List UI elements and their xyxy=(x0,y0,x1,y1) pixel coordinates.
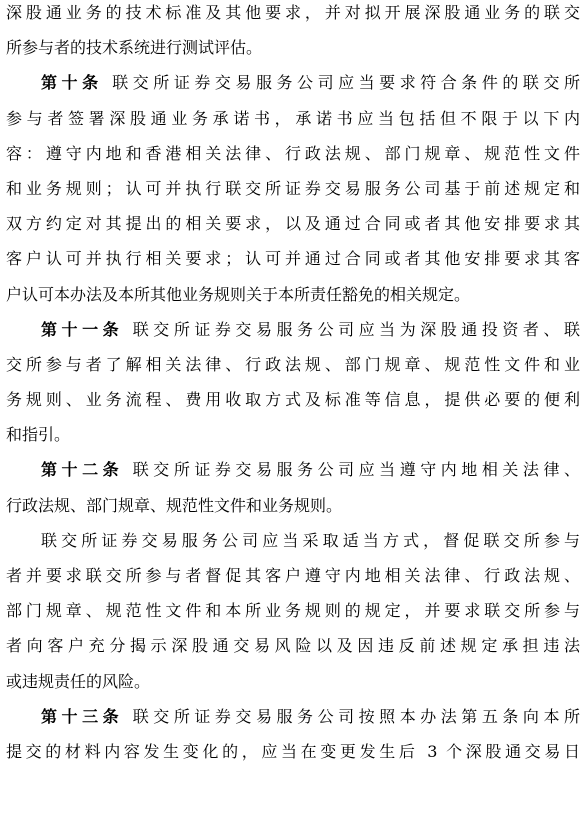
text-line: 容：遵守内地和香港相关法律、行政法规、部门规章、规范性文件 xyxy=(6,143,580,163)
article-12 xyxy=(6,457,580,527)
article-text: 联交所证券交易服务公司按照本办法第五条向本所 xyxy=(123,706,580,726)
text-line: 客户认可并执行相关要求；认可并通过合同或者其他安排要求其客 xyxy=(6,249,580,269)
paragraph-continuation xyxy=(6,0,580,70)
text-line xyxy=(6,317,580,352)
text-line xyxy=(6,70,580,105)
article-number: 第十一条 xyxy=(41,319,124,339)
article-text: 联交所证券交易服务公司应当为深股通投资者、联 xyxy=(123,319,580,339)
article-11 xyxy=(6,317,580,458)
article-number: 第十三条 xyxy=(41,706,124,726)
article-number: 第十条 xyxy=(41,73,103,93)
text-line: 双方约定对其提出的相关要求，以及通过合同或者其他安排要求其 xyxy=(6,214,580,234)
text-line: 部门规章、规范性文件和本所业务规则的规定，并要求联交所参与 xyxy=(6,601,580,621)
article-number: 第十二条 xyxy=(41,460,124,480)
text-line: 户认可本办法及本所其他业务规则关于本所责任豁免的相关规定。 xyxy=(6,284,471,304)
article-text: 联交所证券交易服务公司应当遵守内地相关法律、 xyxy=(123,460,580,480)
text-line: 者并要求联交所参与者督促其客户遵守内地相关法律、行政法规、 xyxy=(6,566,580,585)
text-line: 深股通业务的技术标准及其他要求，并对拟开展深股通业务的联交 xyxy=(6,3,580,22)
article-text: 联交所证券交易服务公司应当要求符合条件的联交所 xyxy=(102,73,580,93)
text-line: 和指引。 xyxy=(6,425,71,445)
article-10 xyxy=(6,70,580,316)
text-line: 交所参与者了解相关法律、行政法规、部门规章、规范性文件和业 xyxy=(6,354,580,374)
text-line: 者向客户充分揭示深股通交易风险以及因违反前述规定承担违法 xyxy=(6,636,580,656)
article-13 xyxy=(6,704,580,774)
text-line: 所参与者的技术系统进行测试评估。 xyxy=(6,38,263,58)
article-12-paragraph-2 xyxy=(6,528,580,704)
text-line xyxy=(6,704,580,739)
text-line: 联交所证券交易服务公司应当采取适当方式，督促联交所参与 xyxy=(41,530,580,550)
text-line: 和业务规则；认可并执行联交所证券交易服务公司基于前述规定和 xyxy=(6,178,580,198)
text-line: 提交的材料内容发生变化的，应当在变更发生后 3 个深股通交易日 xyxy=(6,741,580,761)
document-page xyxy=(6,0,580,774)
text-line: 务规则、业务流程、费用收取方式及标准等信息，提供必要的便利 xyxy=(6,390,580,410)
text-line: 参与者签署深股通业务承诺书，承诺书应当包括但不限于以下内 xyxy=(6,108,580,128)
text-line: 或违规责任的风险。 xyxy=(6,671,151,691)
text-line xyxy=(6,457,580,492)
text-line: 行政法规、部门规章、规范性文件和业务规则。 xyxy=(6,495,343,515)
